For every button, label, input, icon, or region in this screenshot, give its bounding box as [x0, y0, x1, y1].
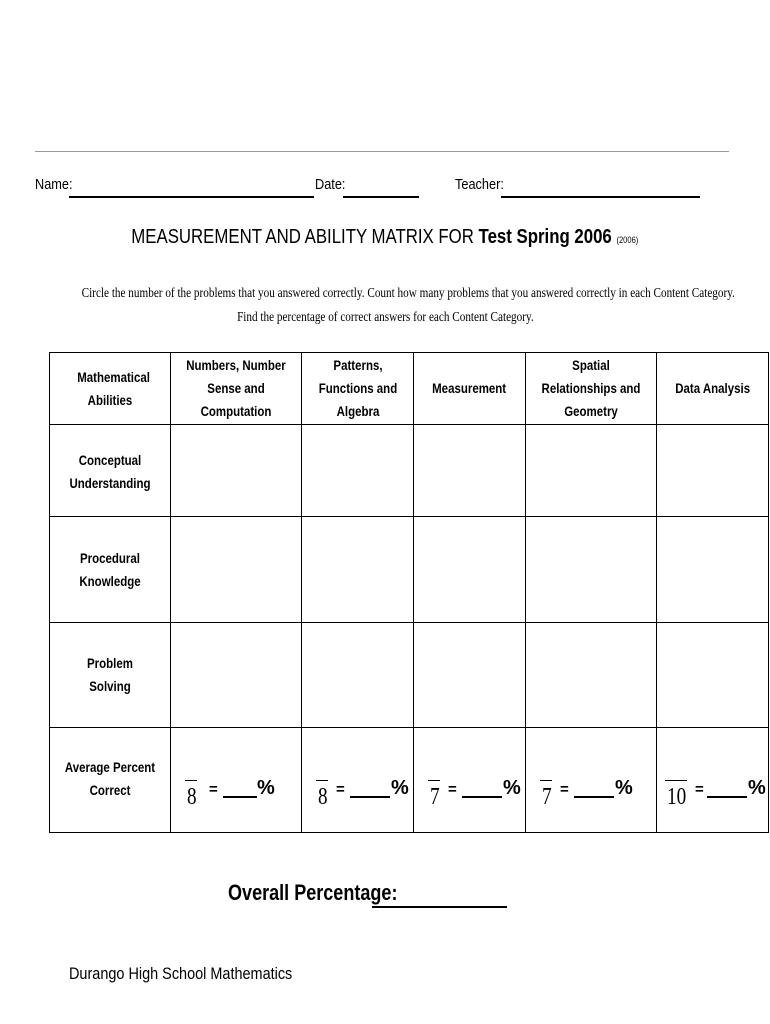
top-divider: [35, 151, 729, 152]
fraction: [665, 762, 766, 822]
matrix-cell[interactable]: [414, 623, 526, 728]
denominator: 10: [667, 784, 687, 810]
numerator-blank[interactable]: [665, 780, 687, 781]
average-cell-patterns: [302, 728, 414, 833]
matrix-cell[interactable]: [171, 623, 302, 728]
matrix-row-conceptual: [50, 425, 769, 517]
matrix-cell[interactable]: [657, 517, 769, 623]
equals-sign: =: [209, 781, 218, 798]
page-title: MEASUREMENT AND ABILITY MATRIX FOR Test Spring 2006 (2006): [131, 226, 639, 248]
percent-sign: %: [503, 777, 521, 799]
numerator-blank[interactable]: [428, 780, 440, 781]
average-cell-measurement: [414, 728, 526, 833]
name-blank[interactable]: [69, 196, 314, 198]
matrix-cell[interactable]: [526, 517, 657, 623]
percent-blank[interactable]: [350, 796, 390, 798]
name-label: Name:: [35, 176, 73, 193]
numerator-blank[interactable]: [316, 780, 328, 781]
percent-sign: %: [257, 777, 275, 799]
matrix-cell[interactable]: [302, 425, 414, 517]
average-cell-data-analysis: [657, 728, 769, 833]
denominator: 8: [318, 784, 328, 810]
overall-percentage-label: Overall Percentage:: [228, 880, 398, 905]
date-blank[interactable]: [343, 196, 419, 198]
matrix-cell[interactable]: [414, 517, 526, 623]
matrix-cell[interactable]: [657, 425, 769, 517]
matrix-row-problem-solving: [50, 623, 769, 728]
denominator: 7: [542, 784, 552, 810]
percent-blank[interactable]: [707, 796, 747, 798]
matrix-cell[interactable]: [171, 517, 302, 623]
percent-sign: %: [391, 777, 409, 799]
name-field[interactable]: [35, 176, 79, 198]
column-header-data-analysis: Data Analysis: [657, 353, 769, 425]
overall-percentage: [228, 880, 435, 906]
header-row: [50, 353, 769, 425]
teacher-label: Teacher:: [455, 176, 504, 193]
equals-sign: =: [448, 781, 457, 798]
matrix-cell[interactable]: [657, 623, 769, 728]
denominator: 7: [430, 784, 440, 810]
column-header-measurement: Measurement: [414, 353, 526, 425]
row-label-problem-solving: Problem Solving: [50, 623, 171, 728]
matrix-cell[interactable]: [414, 425, 526, 517]
percent-sign: %: [748, 777, 766, 799]
column-header-numbers: Numbers, Number Sense and Computation: [171, 353, 302, 425]
denominator: 8: [187, 784, 197, 810]
matrix-cell[interactable]: [526, 623, 657, 728]
fraction: [428, 762, 521, 822]
instructions-line-1: Circle the number of the problems that you answered correctly. Count how many problems that you answered correctly in each Content Category.: [81, 286, 735, 301]
percent-blank[interactable]: [574, 796, 614, 798]
percent-sign: %: [615, 777, 633, 799]
column-header-patterns: Patterns, Functions and Algebra: [302, 353, 414, 425]
percent-blank[interactable]: [223, 796, 257, 798]
equals-sign: =: [695, 781, 704, 798]
matrix-row-average: [50, 728, 769, 833]
matrix-cell[interactable]: [171, 425, 302, 517]
date-label: Date:: [315, 176, 346, 193]
row-label-average: Average Percent Correct: [50, 728, 171, 833]
teacher-field[interactable]: [455, 176, 513, 198]
numerator-blank[interactable]: [540, 780, 552, 781]
date-field[interactable]: [315, 176, 351, 198]
matrix-cell[interactable]: [526, 425, 657, 517]
equals-sign: =: [560, 781, 569, 798]
equals-sign: =: [336, 781, 345, 798]
overall-percentage-blank[interactable]: [372, 906, 507, 908]
fraction: [316, 762, 409, 822]
row-label-conceptual: Conceptual Understanding: [50, 425, 171, 517]
teacher-blank[interactable]: [501, 196, 700, 198]
percent-blank[interactable]: [462, 796, 502, 798]
footer-text: Durango High School Mathematics: [69, 964, 293, 983]
average-cell-spatial: [526, 728, 657, 833]
corner-header: Mathematical Abilities: [50, 353, 171, 425]
instructions-line-2: Find the percentage of correct answers for each Content Category.: [236, 310, 534, 325]
matrix-row-procedural: [50, 517, 769, 623]
row-label-procedural: Procedural Knowledge: [50, 517, 171, 623]
column-header-spatial: Spatial Relationships and Geometry: [526, 353, 657, 425]
ability-matrix: [49, 352, 769, 833]
fraction: [540, 762, 633, 822]
fraction: [185, 762, 275, 822]
matrix-cell[interactable]: [302, 517, 414, 623]
numerator-blank[interactable]: [185, 780, 197, 781]
average-cell-numbers: [171, 728, 302, 833]
matrix-cell[interactable]: [302, 623, 414, 728]
